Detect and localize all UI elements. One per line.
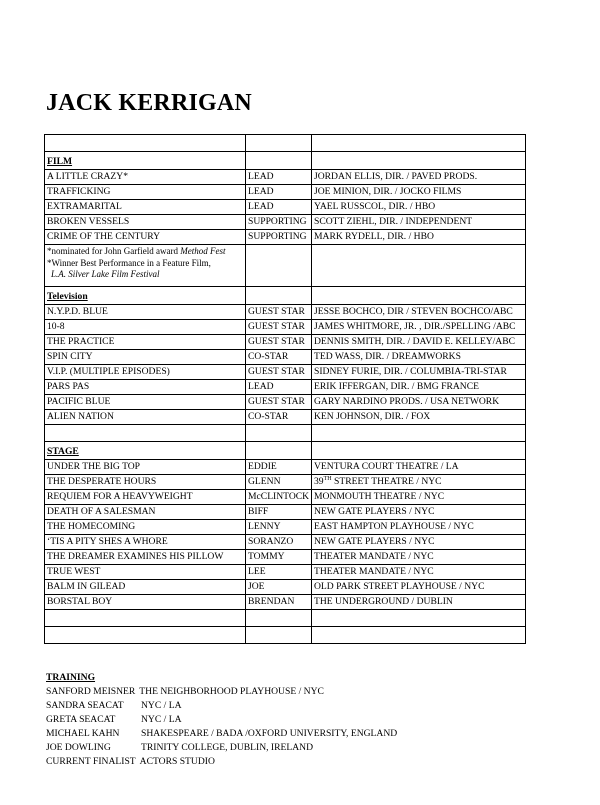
table-row [45,580,526,595]
table-row [45,595,526,610]
credit-role: LEAD [246,200,312,215]
credit-role: LEAD [246,380,312,395]
credit-role: CO-STAR [246,350,312,365]
film-heading: FILM [47,156,73,167]
credit-title: UNDER THE BIG TOP [45,460,246,475]
credit-title: A LITTLE CRAZY* [45,170,246,185]
credit-title: N.Y.P.D. BLUE [45,305,246,320]
credit-role: GUEST STAR [246,305,312,320]
credit-role: SUPPORTING [246,230,312,245]
credit-title: 10-8 [45,320,246,335]
credit-company: ERIK IFFERGAN, DIR. / BMG FRANCE [312,380,526,395]
table-row [45,365,526,380]
credit-company: SCOTT ZIEHL, DIR. / INDEPENDENT [312,215,526,230]
credit-company: NEW GATE PLAYERS / NYC [312,505,526,520]
credit-company: KEN JOHNSON, DIR. / FOX [312,410,526,425]
credit-role: LEE [246,565,312,580]
credit-title: EXTRAMARITAL [45,200,246,215]
television-heading: Television [47,291,88,302]
table-row [45,565,526,580]
training-row: JOE DOWLING TRINITY COLLEGE, DUBLIN, IRELAND [46,742,314,753]
table-row [45,305,526,320]
table-row [45,395,526,410]
table-row [45,335,526,350]
table-row [45,185,526,200]
credit-role: EDDIE [246,460,312,475]
blank-row [45,627,526,644]
table-row [45,475,526,490]
credit-role: LENNY [246,520,312,535]
credit-role: BRENDAN [246,595,312,610]
credit-title: BORSTAL BOY [45,595,246,610]
credit-role: TOMMY [246,550,312,565]
table-row [45,460,526,475]
credit-company: JAMES WHITMORE, JR. , DIR./SPELLING /ABC [312,320,526,335]
film-notes-row [45,245,526,287]
table-row [45,520,526,535]
table-row [45,200,526,215]
training-heading: TRAINING [46,672,96,683]
table-row [45,230,526,245]
table-row [45,170,526,185]
credit-role: BIFF [246,505,312,520]
table-row [45,215,526,230]
credit-company: THEATER MANDATE / NYC [312,550,526,565]
table-row [45,535,526,550]
table-row [45,410,526,425]
award-note-2: *Winner Best Performance in a Feature Film, [47,257,211,268]
credit-company: DENNIS SMITH, DIR. / DAVID E. KELLEY/ABC [312,335,526,350]
credit-company: SIDNEY FURIE, DIR. / COLUMBIA-TRI-STAR [312,365,526,380]
training-row: CURRENT FINALIST ACTORS STUDIO [46,756,215,767]
credit-company: 39TH STREET THEATRE / NYC [312,475,526,490]
training-row: MICHAEL KAHN SHAKESPEARE / BADA /OXFORD UNIVERSITY, ENGLAND [46,728,398,739]
stage-section-header [45,442,526,460]
credit-company: JOE MINION, DIR. / JOCKO FILMS [312,185,526,200]
table-row [45,550,526,565]
credit-role: SORANZO [246,535,312,550]
actor-name: JACK KERRIGAN [46,90,252,116]
table-row [45,490,526,505]
credit-company: THEATER MANDATE / NYC [312,565,526,580]
credit-company: THE UNDERGROUND / DUBLIN [312,595,526,610]
television-section-header [45,287,526,305]
award-note-1: *nominated for John Garfield award Method Fest [47,246,226,256]
credit-title: THE HOMECOMING [45,520,246,535]
credit-role: GUEST STAR [246,365,312,380]
training-row: SANDRA SEACAT NYC / LA [46,700,182,711]
credit-company: JORDAN ELLIS, DIR. / PAVED PRODS. [312,170,526,185]
credit-title: BROKEN VESSELS [45,215,246,230]
blank-row [45,425,526,442]
training-row: GRETA SEACAT NYC / LA [46,714,182,725]
credit-role: GUEST STAR [246,320,312,335]
credit-company: MONMOUTH THEATRE / NYC [312,490,526,505]
credit-title: BALM IN GILEAD [45,580,246,595]
credit-title: SPIN CITY [45,350,246,365]
credit-role: LEAD [246,170,312,185]
credit-title: THE DESPERATE HOURS [45,475,246,490]
credit-title: ‘TIS A PITY SHES A WHORE [45,535,246,550]
credit-role: JOE [246,580,312,595]
award-note-3: L.A. Silver Lake Film Festival [51,269,160,279]
table-row [45,320,526,335]
credit-title: TRAFFICKING [45,185,246,200]
credit-title: PACIFIC BLUE [45,395,246,410]
credit-company: YAEL RUSSCOL, DIR. / HBO [312,200,526,215]
credit-company: EAST HAMPTON PLAYHOUSE / NYC [312,520,526,535]
credit-title: V.I.P. (MULTIPLE EPISODES) [45,365,246,380]
credit-role: CO-STAR [246,410,312,425]
credit-company: VENTURA COURT THEATRE / LA [312,460,526,475]
credits-table [44,134,526,644]
table-row [45,350,526,365]
credit-company: JESSE BOCHCO, DIR / STEVEN BOCHCO/ABC [312,305,526,320]
training-section [46,671,397,769]
table-row [45,505,526,520]
blank-row [45,135,526,152]
credit-title: THE DREAMER EXAMINES HIS PILLOW [45,550,246,565]
credit-title: THE PRACTICE [45,335,246,350]
credit-role: LEAD [246,185,312,200]
credit-company: NEW GATE PLAYERS / NYC [312,535,526,550]
credit-role: GUEST STAR [246,395,312,410]
credit-role: McCLINTOCK [246,490,312,505]
blank-row [45,610,526,627]
credit-title: REQUIEM FOR A HEAVYWEIGHT [45,490,246,505]
credit-company: GARY NARDINO PRODS. / USA NETWORK [312,395,526,410]
credit-company: MARK RYDELL, DIR. / HBO [312,230,526,245]
credit-role: SUPPORTING [246,215,312,230]
credit-company: OLD PARK STREET PLAYHOUSE / NYC [312,580,526,595]
credit-role: GLENN [246,475,312,490]
credit-title: ALIEN NATION [45,410,246,425]
stage-heading: STAGE [47,446,79,457]
credit-company: TED WASS, DIR. / DREAMWORKS [312,350,526,365]
table-row [45,380,526,395]
credit-title: PARS PAS [45,380,246,395]
training-row: SANFORD MEISNER THE NEIGHBORHOOD PLAYHOUSE / NYC [46,686,324,697]
credit-title: TRUE WEST [45,565,246,580]
credit-title: CRIME OF THE CENTURY [45,230,246,245]
credit-role: GUEST STAR [246,335,312,350]
film-section-header [45,152,526,170]
credit-title: DEATH OF A SALESMAN [45,505,246,520]
